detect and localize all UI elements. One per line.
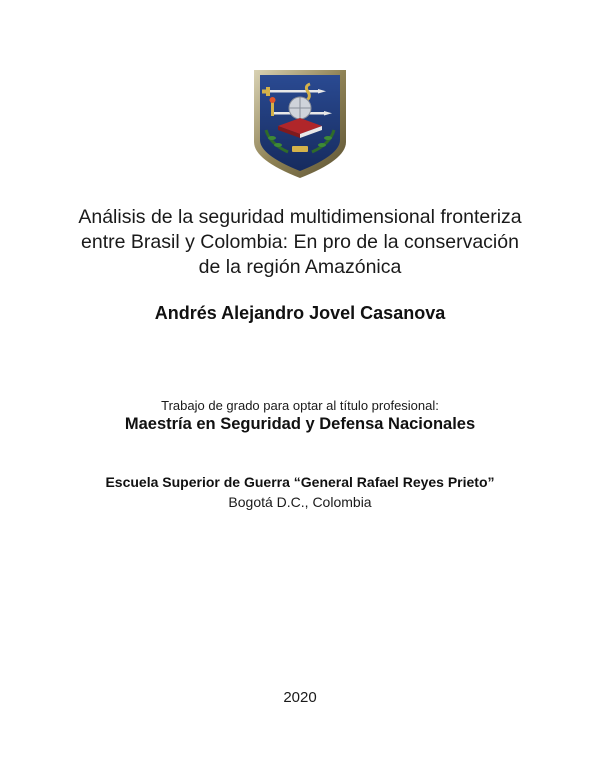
institution-crest-icon (252, 68, 348, 180)
thesis-title-line: entre Brasil y Colombia: En pro de la conservación (81, 231, 519, 253)
thesis-title (0, 205, 600, 280)
degree-name: Maestría en Seguridad y Defensa Nacionales (124, 415, 476, 433)
institution-name: Escuela Superior de Guerra “General Rafael Reyes Prieto” (105, 474, 495, 490)
thesis-title-line: de la región Amazónica (198, 256, 402, 278)
author-name: Andrés Alejandro Jovel Casanova (154, 303, 446, 323)
degree-intro: Trabajo de grado para optar al título profesional: (161, 398, 439, 413)
thesis-title-line: Análisis de la seguridad multidimensional fronteriza (78, 206, 522, 228)
institution-location: Bogotá D.C., Colombia (228, 494, 372, 510)
publication-year: 2020 (283, 689, 317, 706)
